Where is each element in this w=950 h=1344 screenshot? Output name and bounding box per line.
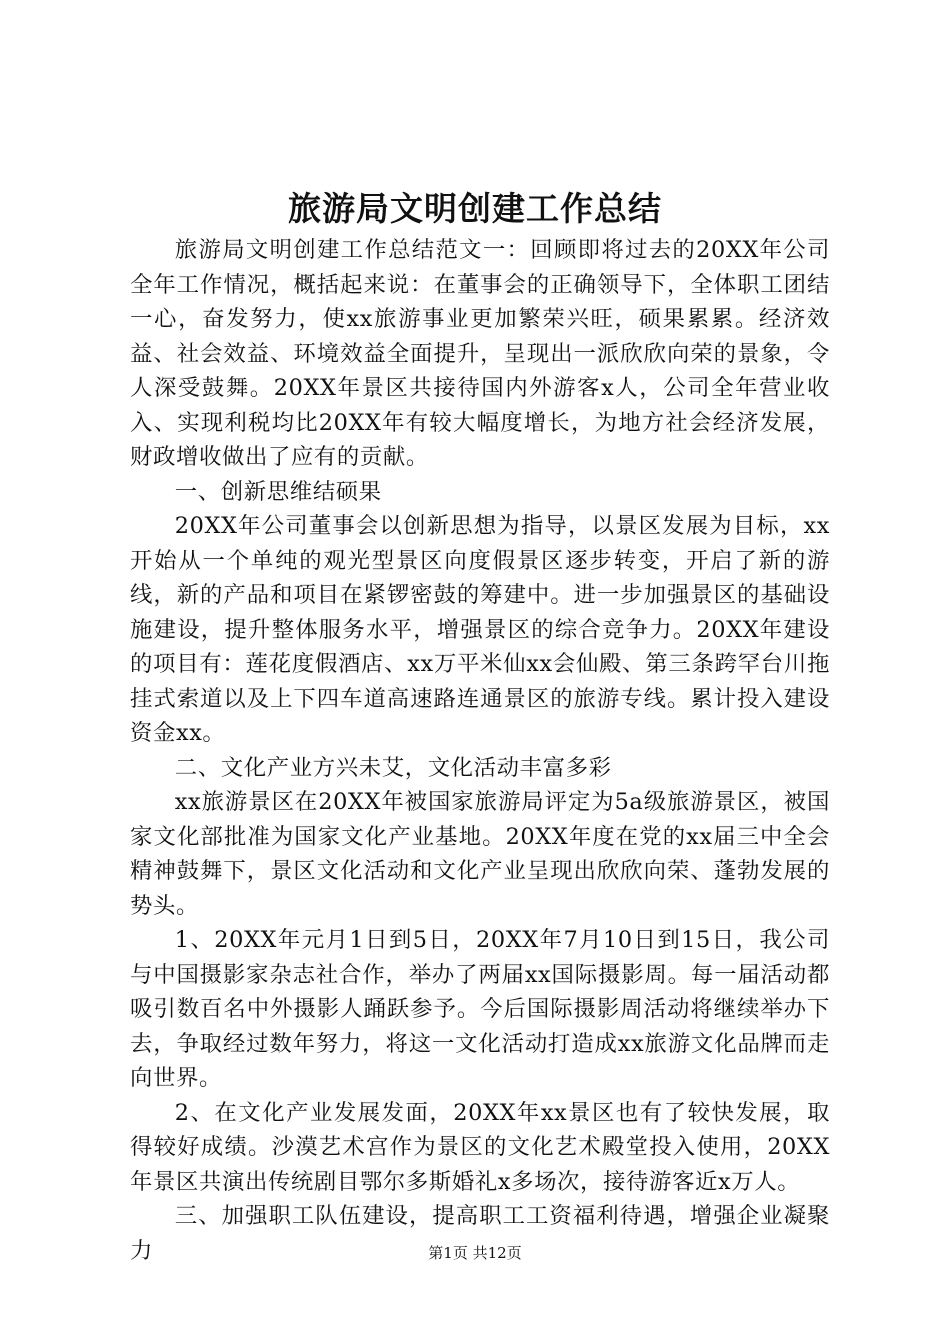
intro-paragraph: 旅游局文明创建工作总结范文一：回顾即将过去的20XX年公司全年工作情况，概括起来说：在董事会的正确领导下，全体职工团结一心，奋发努力，使xx旅游事业更加繁荣兴旺，硕果累累。经济效益、社会效益、环境效益全面提升，呈现出一派欣欣向荣的景象，令人深受鼓舞。20XX年景区共接待国内外游客x人，公司全年营业收入、实现利税均比20XX年有较大幅度增长，为地方社会经济发展，财政增收做出了应有的贡献。 bbox=[130, 237, 830, 470]
document-body bbox=[130, 233, 830, 1268]
section-2-paragraph: xx旅游景区在20XX年被国家旅游局评定为5a级旅游景区，被国家文化部批准为国家文化产业基地。20XX年度在党的xx届三中全会精神鼓舞下，景区文化活动和文化产业呈现出欣欣向荣、蓬勃发展的势头。 bbox=[130, 789, 830, 919]
section-heading-2: 二、文化产业方兴未艾，文化活动丰富多彩 bbox=[174, 754, 612, 781]
section-2-item-2: 2、在文化产业发展发面，20XX年xx景区也有了较快发展，取得较好成绩。沙漠艺术宫作为景区的文化艺术殿堂投入使用，20XX年景区共演出传统剧目鄂尔多斯婚礼x多场次，接待游客近x万人。 bbox=[130, 1099, 830, 1195]
section-1-paragraph: 20XX年公司董事会以创新思想为指导，以景区发展为目标，xx开始从一个单纯的观光型景区向度假景区逐步转变，开启了新的游线，新的产品和项目在紧锣密鼓的筹建中。进一步加强景区的基础设施建设，提升整体服务水平，增强景区的综合竞争力。20XX年建设的项目有：莲花度假酒店、xx万平米仙xx会仙殿、第三条跨罕台川拖挂式索道以及上下四车道高速路连通景区的旅游专线。累计投入建设资金xx。 bbox=[130, 513, 830, 746]
section-heading-3: 三、加强职工队伍建设，提高职工工资福利待遇，增强企业凝聚力 bbox=[130, 1203, 830, 1264]
section-heading-1: 一、创新思维结硕果 bbox=[174, 478, 382, 505]
page-number: 第1页 共12页 bbox=[428, 1244, 522, 1262]
section-2-item-1: 1、20XX年元月1日到5日，20XX年7月10日到15日，我公司与中国摄影家杂志社合作，举办了两届xx国际摄影周。每一届活动都吸引数百名中外摄影人踊跃参予。今后国际摄影周活动将继续举办下去，争取经过数年努力，将这一文化活动打造成xx旅游文化品牌而走向世界。 bbox=[130, 927, 830, 1091]
document-title: 旅游局文明创建工作总结 bbox=[288, 189, 662, 228]
